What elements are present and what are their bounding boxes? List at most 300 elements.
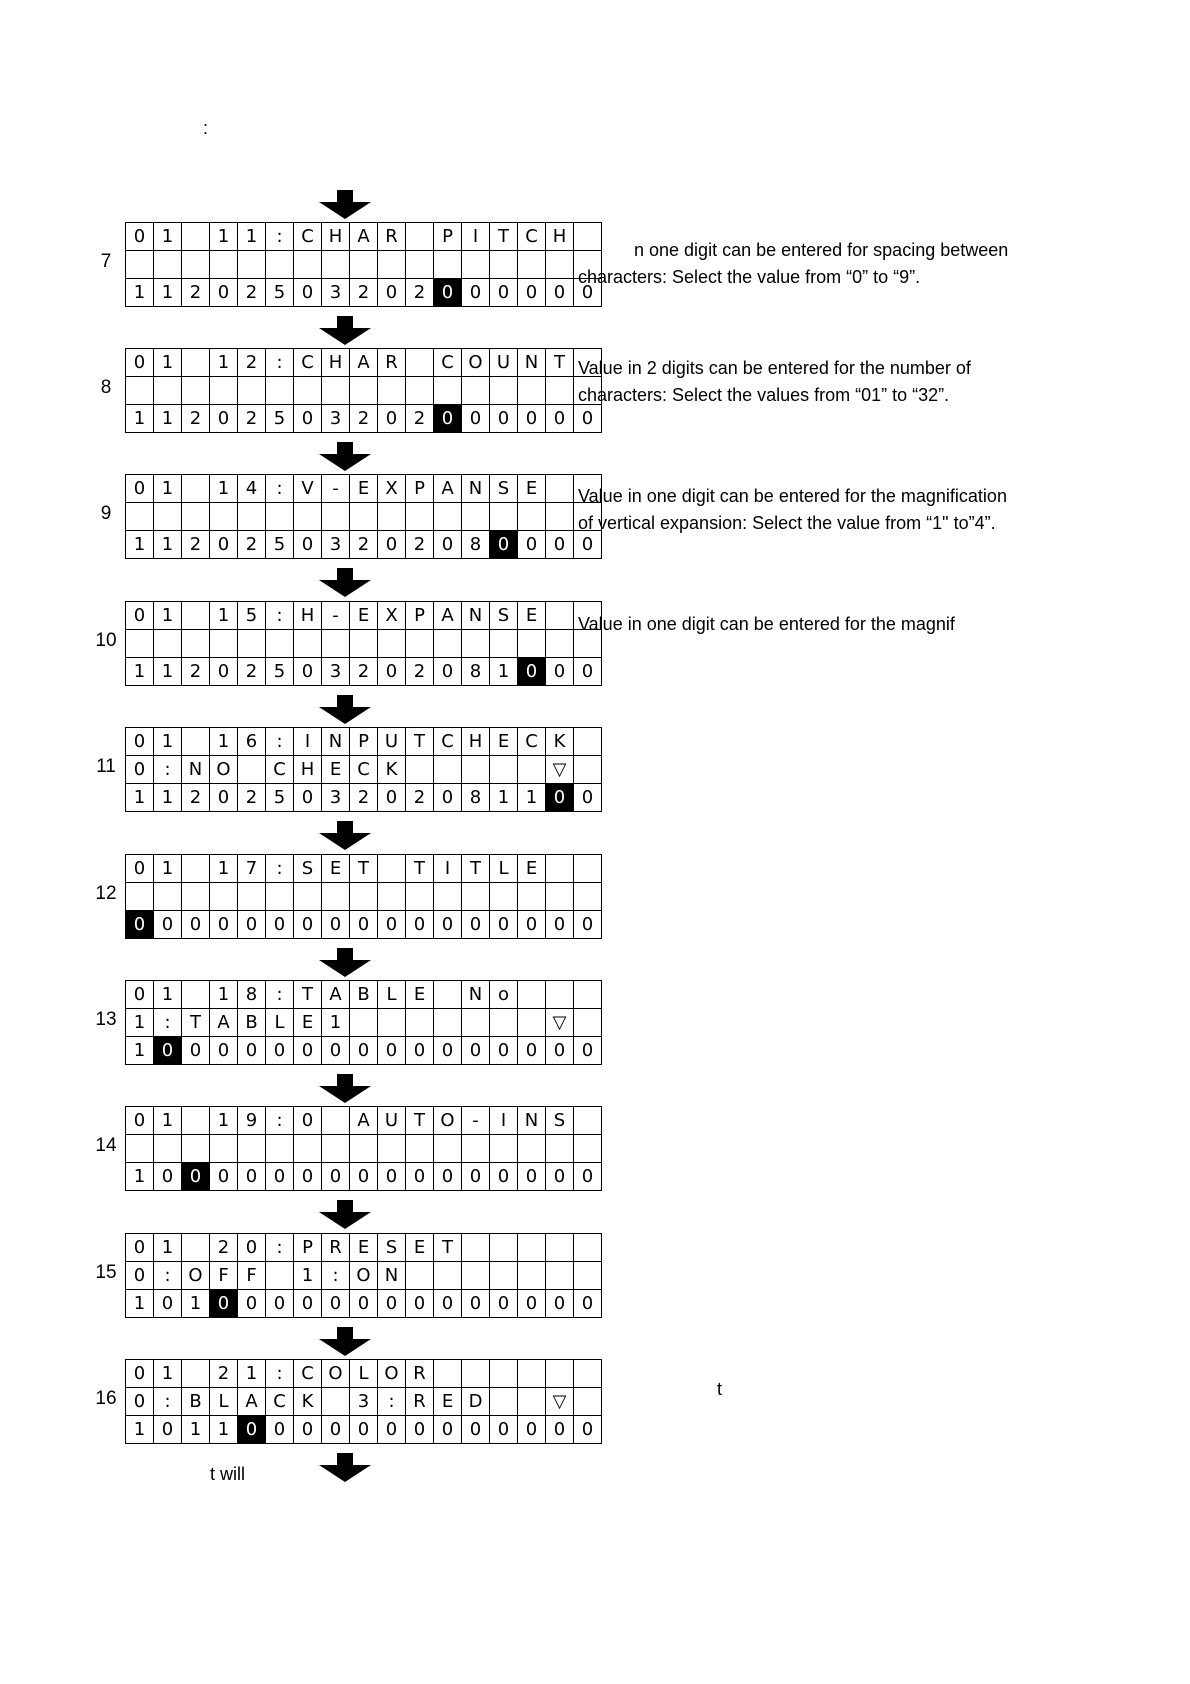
lcd-cell <box>546 377 574 405</box>
lcd-cell: 0 <box>574 1416 602 1444</box>
lcd-cell: N <box>518 349 546 377</box>
lcd-cell <box>462 1262 490 1290</box>
lcd-cell <box>266 883 294 911</box>
lcd-cell <box>518 981 546 1009</box>
lcd-option-row <box>126 630 602 658</box>
lcd-cell: T <box>490 223 518 251</box>
lcd-cell: 1 <box>154 1107 182 1135</box>
down-arrow-icon <box>318 695 372 725</box>
lcd-cell: 0 <box>210 1163 238 1191</box>
lcd-cell: E <box>434 1388 462 1416</box>
lcd-cell <box>210 503 238 531</box>
lcd-cell: 6 <box>238 728 266 756</box>
lcd-cell: 0 <box>574 531 602 559</box>
lcd-value-row <box>126 1163 602 1191</box>
lcd-cell: 0 <box>294 1107 322 1135</box>
lcd-cell: K <box>294 1388 322 1416</box>
lcd-cell <box>126 377 154 405</box>
lcd-cell: I <box>294 728 322 756</box>
lcd-cell <box>434 1262 462 1290</box>
lcd-cell: 0 <box>462 1037 490 1065</box>
description-line: characters: Select the value from “0” to “9”. <box>578 267 921 287</box>
lcd-option-row <box>126 1009 602 1037</box>
lcd-cell: 0 <box>546 658 574 686</box>
lcd-value-row <box>126 784 602 812</box>
step-number: 8 <box>100 377 112 398</box>
lcd-cell: N <box>518 1107 546 1135</box>
lcd-cell <box>518 377 546 405</box>
lcd-cell <box>462 630 490 658</box>
lcd-cell: 2 <box>182 658 210 686</box>
lcd-cell: 2 <box>210 1234 238 1262</box>
lcd-cell: 0 <box>434 658 462 686</box>
lcd-cell: - <box>462 1107 490 1135</box>
lcd-cell: 2 <box>238 658 266 686</box>
lcd-cell: U <box>378 1107 406 1135</box>
lcd-cell: O <box>462 349 490 377</box>
lcd-cell <box>490 251 518 279</box>
text-fragment-right: t <box>717 1379 723 1399</box>
lcd-cell <box>322 1107 350 1135</box>
lcd-cell: 0 <box>126 981 154 1009</box>
lcd-cell: 0 <box>322 1290 350 1318</box>
lcd-cell <box>182 503 210 531</box>
down-arrow-icon <box>318 1453 372 1483</box>
lcd-cell: : <box>266 1360 294 1388</box>
lcd-option-row <box>126 1388 602 1416</box>
lcd-cell: 1 <box>210 602 238 630</box>
lcd-cell <box>238 251 266 279</box>
lcd-cell: ▽ <box>546 1388 574 1416</box>
down-arrow-icon <box>318 190 372 220</box>
lcd-cell: 5 <box>266 784 294 812</box>
lcd-cell: 1 <box>154 658 182 686</box>
lcd-cell: S <box>294 855 322 883</box>
lcd-cell: 0 <box>126 1262 154 1290</box>
lcd-cell: 8 <box>462 658 490 686</box>
lcd-cell: 0 <box>294 911 322 939</box>
lcd-cell: 0 <box>322 1037 350 1065</box>
lcd-cell <box>406 503 434 531</box>
lcd-cell <box>350 1135 378 1163</box>
lcd-cell: A <box>434 475 462 503</box>
lcd-cell: T <box>406 728 434 756</box>
lcd-cell: 4 <box>238 475 266 503</box>
lcd-cell: R <box>378 349 406 377</box>
lcd-cell <box>574 1135 602 1163</box>
lcd-cell <box>518 1135 546 1163</box>
lcd-cell: P <box>294 1234 322 1262</box>
lcd-cell <box>350 883 378 911</box>
lcd-cell: 0 <box>434 1290 462 1318</box>
lcd-cell: 0 <box>294 279 322 307</box>
lcd-cell: 0 <box>378 405 406 433</box>
lcd-cell: I <box>462 223 490 251</box>
lcd-cell: 1 <box>154 475 182 503</box>
lcd-cell <box>182 981 210 1009</box>
lcd-cell: A <box>350 223 378 251</box>
lcd-cell: U <box>378 728 406 756</box>
step-number: 16 <box>95 1388 117 1409</box>
lcd-cell: A <box>350 1107 378 1135</box>
lcd-cell: : <box>266 602 294 630</box>
lcd-cell: 0 <box>434 531 462 559</box>
lcd-cell: O <box>210 756 238 784</box>
down-arrow-icon <box>318 1327 372 1357</box>
lcd-cell: R <box>378 223 406 251</box>
lcd-cell <box>462 377 490 405</box>
lcd-cell: 0 <box>490 1163 518 1191</box>
lcd-cell <box>490 503 518 531</box>
lcd-option-row <box>126 1262 602 1290</box>
lcd-cell: 2 <box>406 658 434 686</box>
lcd-cell: : <box>154 1388 182 1416</box>
lcd-cell <box>182 223 210 251</box>
lcd-cell: 1 <box>154 279 182 307</box>
lcd-title-row <box>126 349 602 377</box>
lcd-cell: E <box>294 1009 322 1037</box>
lcd-cell <box>182 630 210 658</box>
lcd-cell: 0 <box>518 279 546 307</box>
lcd-cell: 1 <box>238 1360 266 1388</box>
lcd-cell: : <box>266 475 294 503</box>
lcd-cell <box>266 1135 294 1163</box>
lcd-cell <box>350 377 378 405</box>
lcd-option-row <box>126 503 602 531</box>
lcd-cell <box>154 377 182 405</box>
lcd-cell: 1 <box>126 1163 154 1191</box>
lcd-cell <box>294 251 322 279</box>
lcd-cell: 0 <box>574 405 602 433</box>
step-number: 11 <box>96 756 116 777</box>
description-step-7 <box>578 237 1058 291</box>
lcd-cell <box>266 1262 294 1290</box>
lcd-cell <box>154 251 182 279</box>
lcd-cell: T <box>434 1234 462 1262</box>
lcd-cursor-cell: 0 <box>154 1037 182 1065</box>
lcd-cell <box>574 1009 602 1037</box>
lcd-cell: 0 <box>518 531 546 559</box>
lcd-value-row <box>126 531 602 559</box>
lcd-cell <box>406 630 434 658</box>
lcd-cell: L <box>266 1009 294 1037</box>
lcd-cell <box>518 630 546 658</box>
lcd-cell <box>238 377 266 405</box>
step-number: 14 <box>95 1135 117 1156</box>
lcd-cell: 0 <box>182 1037 210 1065</box>
lcd-cell <box>322 503 350 531</box>
lcd-cell: 0 <box>434 784 462 812</box>
lcd-cell: 0 <box>546 911 574 939</box>
lcd-cell <box>434 1360 462 1388</box>
lcd-cell: 0 <box>518 1290 546 1318</box>
lcd-cell: H <box>322 223 350 251</box>
lcd-cell: 0 <box>126 349 154 377</box>
lcd-cell <box>238 503 266 531</box>
lcd-value-row <box>126 405 602 433</box>
lcd-cell: 1 <box>126 784 154 812</box>
lcd-cell: 1 <box>210 981 238 1009</box>
lcd-cell <box>574 981 602 1009</box>
lcd-cell: 2 <box>406 784 434 812</box>
lcd-cell: 2 <box>182 784 210 812</box>
lcd-cell <box>574 883 602 911</box>
lcd-cell: E <box>518 602 546 630</box>
lcd-cell <box>546 981 574 1009</box>
lcd-cell: L <box>378 981 406 1009</box>
lcd-cell: E <box>518 855 546 883</box>
lcd-cell <box>182 251 210 279</box>
lcd-cell: 0 <box>518 1037 546 1065</box>
lcd-cell: T <box>462 855 490 883</box>
lcd-cell: D <box>462 1388 490 1416</box>
lcd-cell <box>434 503 462 531</box>
lcd-cell <box>182 1107 210 1135</box>
lcd-cell: 0 <box>518 1163 546 1191</box>
lcd-cell: 1 <box>126 531 154 559</box>
lcd-cell: K <box>546 728 574 756</box>
lcd-cell: 0 <box>350 1416 378 1444</box>
lcd-cell: 1 <box>322 1009 350 1037</box>
lcd-display-step-16 <box>125 1359 602 1444</box>
lcd-cell: 0 <box>126 223 154 251</box>
lcd-cell <box>490 1234 518 1262</box>
description-line: characters: Select the values from “01” to “32”. <box>578 385 950 405</box>
lcd-cell <box>546 503 574 531</box>
lcd-cell <box>406 1262 434 1290</box>
lcd-cell <box>378 1009 406 1037</box>
lcd-cell: T <box>546 349 574 377</box>
lcd-cell: A <box>322 981 350 1009</box>
lcd-cell <box>490 883 518 911</box>
lcd-cell: 0 <box>406 1037 434 1065</box>
lcd-cell: H <box>294 756 322 784</box>
down-arrow-icon <box>318 948 372 978</box>
lcd-cell: 5 <box>266 658 294 686</box>
lcd-cell: : <box>154 1009 182 1037</box>
lcd-cell <box>210 251 238 279</box>
lcd-cell: 0 <box>350 911 378 939</box>
lcd-cell: 0 <box>462 1416 490 1444</box>
lcd-cell: O <box>322 1360 350 1388</box>
lcd-cell: 0 <box>210 531 238 559</box>
lcd-cell <box>546 883 574 911</box>
step-number: 9 <box>100 503 112 524</box>
lcd-cell: 0 <box>210 279 238 307</box>
lcd-cell <box>490 1009 518 1037</box>
lcd-cursor-cell: 0 <box>126 911 154 939</box>
lcd-cell: V <box>294 475 322 503</box>
lcd-cell: 3 <box>322 784 350 812</box>
lcd-cell: N <box>182 756 210 784</box>
lcd-cell: - <box>322 602 350 630</box>
lcd-cell: 0 <box>294 1163 322 1191</box>
lcd-cell <box>322 251 350 279</box>
lcd-cell: I <box>434 855 462 883</box>
lcd-cell <box>154 1135 182 1163</box>
lcd-cell <box>350 630 378 658</box>
lcd-cell: 1 <box>518 784 546 812</box>
lcd-cell <box>462 251 490 279</box>
lcd-cell: 8 <box>238 981 266 1009</box>
lcd-cell: 0 <box>350 1037 378 1065</box>
lcd-cell: N <box>378 1262 406 1290</box>
lcd-cell <box>126 1135 154 1163</box>
lcd-cell <box>266 503 294 531</box>
lcd-cell: 2 <box>182 279 210 307</box>
down-arrow-icon <box>318 1200 372 1230</box>
lcd-cell <box>238 883 266 911</box>
lcd-cell: 0 <box>126 1234 154 1262</box>
lcd-cell <box>490 1360 518 1388</box>
lcd-cell <box>546 1135 574 1163</box>
lcd-option-row <box>126 883 602 911</box>
lcd-cell: B <box>182 1388 210 1416</box>
lcd-cell: C <box>294 223 322 251</box>
lcd-cell: 2 <box>406 279 434 307</box>
lcd-cell: 0 <box>210 911 238 939</box>
lcd-cell: 0 <box>406 911 434 939</box>
lcd-cell: X <box>378 475 406 503</box>
lcd-cell: 0 <box>238 911 266 939</box>
lcd-display-step-13 <box>125 980 602 1065</box>
lcd-cell <box>238 756 266 784</box>
lcd-title-row <box>126 855 602 883</box>
lcd-cell: 3 <box>322 405 350 433</box>
lcd-cell: 0 <box>126 1388 154 1416</box>
lcd-cell <box>406 1009 434 1037</box>
lcd-cell: 5 <box>266 531 294 559</box>
lcd-cell <box>406 1135 434 1163</box>
lcd-cell <box>406 883 434 911</box>
lcd-cell: 0 <box>294 784 322 812</box>
lcd-cell: 0 <box>574 911 602 939</box>
lcd-cell: 0 <box>126 756 154 784</box>
lcd-cell: E <box>322 855 350 883</box>
lcd-cell: L <box>350 1360 378 1388</box>
lcd-cell: 1 <box>210 475 238 503</box>
lcd-cell: : <box>378 1388 406 1416</box>
lcd-cell: 0 <box>378 1290 406 1318</box>
lcd-cell: E <box>406 1234 434 1262</box>
lcd-cell: O <box>378 1360 406 1388</box>
lcd-cell: 2 <box>182 405 210 433</box>
lcd-cell: 0 <box>574 1163 602 1191</box>
lcd-cell <box>406 251 434 279</box>
lcd-cell <box>546 1234 574 1262</box>
lcd-cell <box>210 630 238 658</box>
lcd-cell: B <box>238 1009 266 1037</box>
lcd-cell: : <box>266 981 294 1009</box>
lcd-cell: 1 <box>210 349 238 377</box>
lcd-cell: T <box>294 981 322 1009</box>
lcd-title-row <box>126 981 602 1009</box>
lcd-cell: 0 <box>546 1290 574 1318</box>
lcd-cell <box>378 1135 406 1163</box>
lcd-cell <box>546 1262 574 1290</box>
lcd-cell: 0 <box>154 911 182 939</box>
lcd-cell: R <box>406 1360 434 1388</box>
lcd-cell: A <box>434 602 462 630</box>
description-line: n one digit can be entered for spacing between <box>634 240 1009 260</box>
lcd-value-row <box>126 279 602 307</box>
lcd-cell: C <box>434 349 462 377</box>
lcd-cell <box>182 728 210 756</box>
lcd-cell <box>518 756 546 784</box>
lcd-cell <box>210 377 238 405</box>
lcd-cell: 0 <box>546 1163 574 1191</box>
lcd-cell: 3 <box>350 1388 378 1416</box>
lcd-cell <box>462 1009 490 1037</box>
lcd-cell: : <box>266 1107 294 1135</box>
lcd-cell: E <box>350 602 378 630</box>
lcd-cell: 0 <box>350 1163 378 1191</box>
lcd-cell: 0 <box>266 1416 294 1444</box>
description-line: Value in 2 digits can be entered for the number of <box>578 358 971 378</box>
lcd-cell: 0 <box>574 1290 602 1318</box>
lcd-cell: 0 <box>266 911 294 939</box>
lcd-cell: H <box>322 349 350 377</box>
lcd-cell: 2 <box>350 658 378 686</box>
lcd-cell: L <box>210 1388 238 1416</box>
lcd-cell: 2 <box>238 784 266 812</box>
lcd-cell <box>378 630 406 658</box>
lcd-cell: : <box>154 756 182 784</box>
lcd-cell: 0 <box>546 1037 574 1065</box>
lcd-cell: E <box>406 981 434 1009</box>
lcd-cell: S <box>378 1234 406 1262</box>
lcd-title-row <box>126 475 602 503</box>
lcd-title-row <box>126 602 602 630</box>
lcd-cell <box>518 883 546 911</box>
lcd-cell: 3 <box>322 531 350 559</box>
lcd-cell <box>518 1360 546 1388</box>
lcd-cell: 0 <box>154 1416 182 1444</box>
lcd-cell: 2 <box>350 405 378 433</box>
down-arrow-icon <box>318 821 372 851</box>
lcd-cell: 1 <box>126 405 154 433</box>
lcd-cell <box>182 1360 210 1388</box>
lcd-cell: 2 <box>350 784 378 812</box>
lcd-option-row <box>126 377 602 405</box>
lcd-cell <box>434 981 462 1009</box>
lcd-title-row <box>126 1234 602 1262</box>
lcd-cell: O <box>182 1262 210 1290</box>
lcd-cell: O <box>434 1107 462 1135</box>
description-step-10 <box>578 611 1058 638</box>
lcd-cell: 0 <box>378 279 406 307</box>
lcd-cell <box>182 602 210 630</box>
lcd-display-step-8 <box>125 348 602 433</box>
lcd-cursor-cell: 0 <box>518 658 546 686</box>
lcd-cell: 0 <box>210 784 238 812</box>
step-number: 10 <box>95 630 117 651</box>
lcd-cell: 1 <box>154 602 182 630</box>
lcd-cell <box>462 756 490 784</box>
lcd-cell: 1 <box>182 1416 210 1444</box>
lcd-cell <box>406 756 434 784</box>
down-arrow-icon <box>318 1074 372 1104</box>
lcd-cursor-cell: 0 <box>434 279 462 307</box>
lcd-cell: 0 <box>462 911 490 939</box>
lcd-cell: F <box>210 1262 238 1290</box>
lcd-title-row <box>126 1360 602 1388</box>
lcd-cell: 0 <box>154 1163 182 1191</box>
step-number: 15 <box>95 1262 117 1283</box>
lcd-cell: 2 <box>406 405 434 433</box>
lcd-cell <box>546 630 574 658</box>
lcd-cell <box>294 1135 322 1163</box>
